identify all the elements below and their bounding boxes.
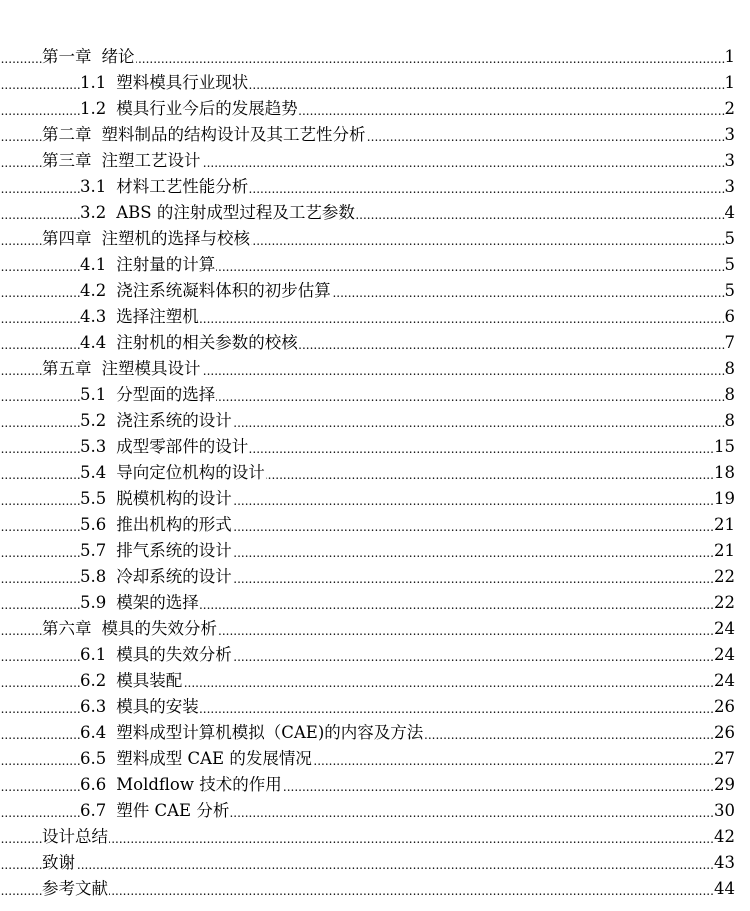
- toc-page-number: 3: [725, 174, 736, 200]
- toc-page-number: 43: [714, 850, 735, 876]
- toc-entry[interactable]: [0, 668, 750, 694]
- toc-entry-title: 6.6 Moldflow 技术的作用: [80, 772, 283, 798]
- toc-entry[interactable]: [0, 824, 750, 850]
- toc-page-number: 8: [725, 382, 736, 408]
- toc-entry-title: 5.1 分型面的选择: [80, 382, 216, 408]
- toc-entry-title: 1.1 塑料模具行业现状: [80, 70, 249, 96]
- toc-entry[interactable]: [0, 590, 750, 616]
- toc-page-number: 26: [714, 694, 735, 720]
- toc-entry[interactable]: [0, 512, 750, 538]
- toc-page-number: 5: [725, 226, 736, 252]
- toc-entry-title: 3.1 材料工艺性能分析: [80, 174, 249, 200]
- toc-entry[interactable]: [0, 642, 750, 668]
- toc-entry[interactable]: [0, 694, 750, 720]
- toc-page-number: 22: [714, 590, 735, 616]
- toc-entry-title: 参考文献: [42, 876, 109, 902]
- toc-entry[interactable]: [0, 226, 750, 252]
- toc-entry[interactable]: [0, 304, 750, 330]
- toc-entry[interactable]: [0, 486, 750, 512]
- leader-dots: [0, 824, 733, 850]
- toc-entry[interactable]: [0, 148, 750, 174]
- toc-page-number: 30: [714, 798, 735, 824]
- leader-dots: [0, 876, 733, 902]
- toc-entry-title: 6.7 塑件 CAE 分析: [80, 798, 230, 824]
- toc-entry-title: 5.5 脱模机构的设计: [80, 486, 233, 512]
- toc-entry-title: 6.4 塑料成型计算机模拟（CAE)的内容及方法: [80, 720, 424, 746]
- toc-entry-title: 5.8 冷却系统的设计: [80, 564, 233, 590]
- toc-entry-title: 4.4 注射机的相关参数的校核: [80, 330, 299, 356]
- toc-page-number: 29: [714, 772, 735, 798]
- toc-page-number: 24: [714, 642, 735, 668]
- toc-entry[interactable]: [0, 460, 750, 486]
- toc-entry[interactable]: [0, 44, 750, 70]
- toc-entry[interactable]: [0, 798, 750, 824]
- toc-entry-title: 3.2 ABS 的注射成型过程及工艺参数: [80, 200, 356, 226]
- toc-entry[interactable]: [0, 174, 750, 200]
- toc-entry-title: 第五章 注塑模具设计: [42, 356, 202, 382]
- toc-entry-title: 第一章 绪论: [42, 44, 136, 70]
- toc-entry[interactable]: [0, 408, 750, 434]
- toc-page-number: 1: [725, 70, 736, 96]
- toc-entry[interactable]: [0, 330, 750, 356]
- toc-entry-title: 第六章 模具的失效分析: [42, 616, 218, 642]
- toc-page-number: 5: [725, 252, 736, 278]
- toc-entry[interactable]: [0, 434, 750, 460]
- toc-entry[interactable]: [0, 720, 750, 746]
- toc-entry-title: 设计总结: [42, 824, 109, 850]
- toc-page-number: 8: [725, 408, 736, 434]
- toc-entry[interactable]: [0, 538, 750, 564]
- toc-entry[interactable]: [0, 746, 750, 772]
- toc-entry-title: 5.6 推出机构的形式: [80, 512, 233, 538]
- toc-page-number: 24: [714, 668, 735, 694]
- toc-page-number: 3: [725, 148, 736, 174]
- toc-page-number: 22: [714, 564, 735, 590]
- toc-entry-title: 第三章 注塑工艺设计: [42, 148, 202, 174]
- toc-entry-title: 1.2 模具行业今后的发展趋势: [80, 96, 299, 122]
- toc-entry-title: 5.7 排气系统的设计: [80, 538, 233, 564]
- toc-entry-title: 6.5 塑料成型 CAE 的发展情况: [80, 746, 313, 772]
- toc-entry-title: 6.1 模具的失效分析: [80, 642, 233, 668]
- toc-page-number: 21: [714, 538, 735, 564]
- toc-entry-title: 5.3 成型零部件的设计: [80, 434, 249, 460]
- toc-page-number: 24: [714, 616, 735, 642]
- toc-entry[interactable]: [0, 876, 750, 902]
- toc-entry-title: 5.2 浇注系统的设计: [80, 408, 233, 434]
- toc-entry-title: 5.4 导向定位机构的设计: [80, 460, 266, 486]
- toc-page-number: 1: [725, 44, 736, 70]
- toc-page-number: 42: [714, 824, 735, 850]
- toc-entry[interactable]: [0, 96, 750, 122]
- toc-entry[interactable]: [0, 70, 750, 96]
- toc-page-number: 3: [725, 122, 736, 148]
- toc-page-number: 26: [714, 720, 735, 746]
- toc-entry-title: 5.9 模架的选择: [80, 590, 200, 616]
- toc-entry-title: 致谢: [42, 850, 76, 876]
- toc-page-number: 6: [725, 304, 736, 330]
- toc-entry[interactable]: [0, 278, 750, 304]
- toc-entry[interactable]: [0, 122, 750, 148]
- toc-entry-title: 第四章 注塑机的选择与校核: [42, 226, 251, 252]
- toc-entry-title: 第二章 塑料制品的结构设计及其工艺性分析: [42, 122, 367, 148]
- toc-page-number: 5: [725, 278, 736, 304]
- toc-entry[interactable]: [0, 200, 750, 226]
- toc-entry[interactable]: [0, 252, 750, 278]
- toc-entry-title: 6.2 模具装配: [80, 668, 183, 694]
- toc-entry-title: 4.2 浇注系统凝料体积的初步估算: [80, 278, 332, 304]
- toc-entry-title: 6.3 模具的安装: [80, 694, 200, 720]
- leader-dots: [0, 850, 733, 876]
- toc-entry[interactable]: [0, 564, 750, 590]
- toc-page-number: 2: [725, 96, 736, 122]
- toc-entry[interactable]: [0, 382, 750, 408]
- toc-entry-title: 4.3 选择注塑机: [80, 304, 200, 330]
- toc-page-number: 7: [725, 330, 736, 356]
- toc-entry[interactable]: [0, 772, 750, 798]
- toc-page-number: 21: [714, 512, 735, 538]
- toc-page-number: 19: [714, 486, 735, 512]
- toc-page-number: 27: [714, 746, 735, 772]
- toc-entry[interactable]: [0, 850, 750, 876]
- toc-entry[interactable]: [0, 356, 750, 382]
- toc-page-number: 8: [725, 356, 736, 382]
- toc-page-number: 4: [725, 200, 736, 226]
- toc-page-number: 18: [714, 460, 735, 486]
- toc-page-number: 44: [714, 876, 735, 902]
- toc-entry[interactable]: [0, 616, 750, 642]
- toc-page-number: 15: [714, 434, 735, 460]
- toc-entry-title: 4.1 注射量的计算: [80, 252, 216, 278]
